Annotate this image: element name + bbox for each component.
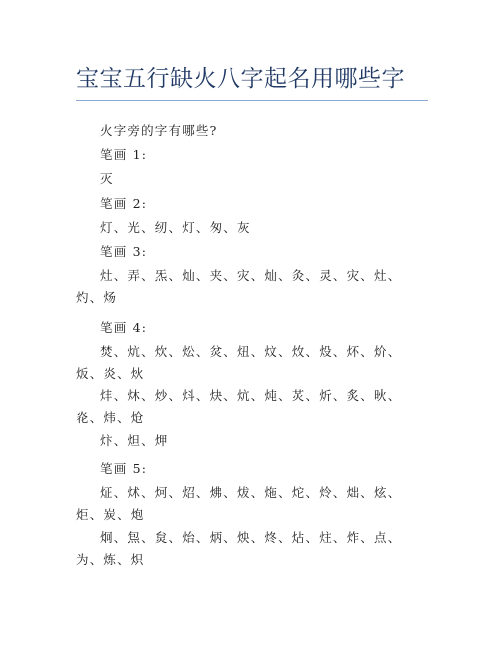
body-paragraph: 炡、炢、炣、炤、炥、炦、炧、炨、炩、炪、炫、炬、炭、炮	[76, 485, 402, 522]
title-underline	[76, 100, 428, 101]
body-paragraph: 炐、炑、炒、炓、炔、炕、炖、炗、炘、炙、炚、炛、炜、炝	[76, 388, 402, 425]
body-paragraph: 炞、炟、炠	[100, 433, 169, 448]
body-paragraph: 灯、光、纫、灯、匆、灰	[100, 220, 251, 235]
body-paragraph: 笔画 5:	[100, 461, 148, 476]
body-paragraph: 焚、炕、炊、炂、炃、炄、炆、炇、炈、炋、炌、炍、炎、炏	[76, 344, 402, 381]
body-paragraph: 笔画 4:	[100, 320, 148, 335]
body-paragraph: 灭	[100, 171, 114, 186]
body-paragraph: 炯、炰、炱、炲、炳、炴、炵、炶、炷、炸、点、为、炼、炽	[76, 530, 402, 567]
body-paragraph: 火字旁的字有哪些?	[100, 123, 218, 138]
body-paragraph: 灶、弄、炁、灿、夹、灾、灿、灸、灵、灾、灶、灼、炀	[76, 268, 402, 305]
document-title: 宝宝五行缺火八字起名用哪些字	[76, 66, 405, 92]
body-paragraph: 笔画 2:	[100, 196, 148, 211]
body-paragraph: 笔画 1:	[100, 147, 148, 162]
body-paragraph: 笔画 3:	[100, 244, 148, 259]
